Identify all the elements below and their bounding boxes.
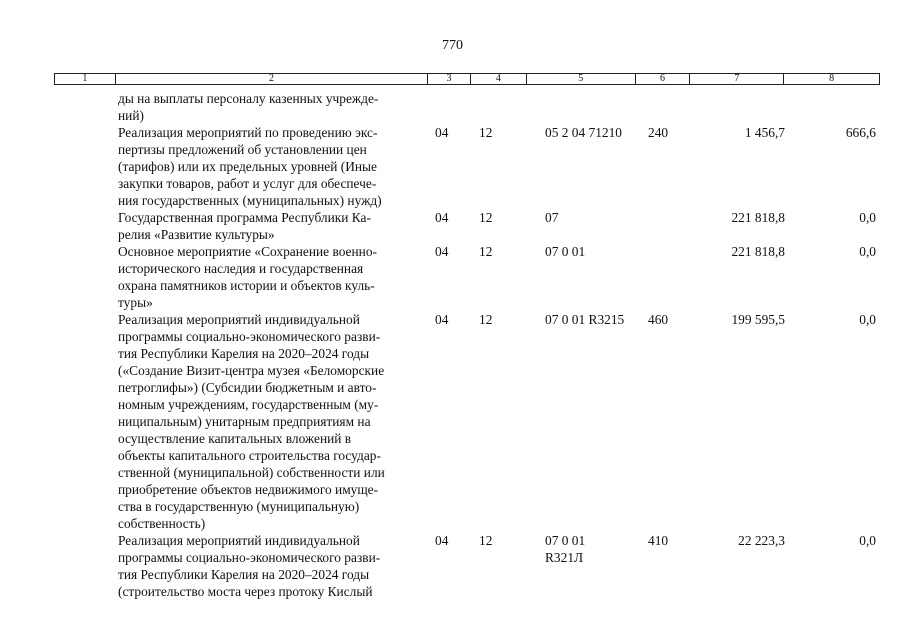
row-name: ды на выплаты персоналу казенных учрежде- ний) (118, 91, 379, 123)
column-header-8: 8 (829, 73, 835, 84)
row-target-article-code: 07 0 01 (545, 244, 586, 259)
page-number: 770 (442, 38, 463, 53)
row-sum-2: 0,0 (859, 210, 876, 225)
row-sum-2: 0,0 (859, 312, 876, 327)
row-section-code: 04 (435, 125, 449, 140)
table-header-row (54, 73, 880, 85)
column-header-5: 5 (527, 74, 636, 84)
row-sum-1: 1 456,7 (744, 125, 785, 140)
table-row (0, 311, 905, 532)
column-header-3: 3 (428, 74, 471, 84)
row-expense-type-code: 410 (648, 533, 669, 548)
table-row (0, 90, 905, 124)
row-name: Реализация мероприятий по проведению экс- пертизы предложений об установлении цен (тарифов) или их предельных уровней (Иные закупки товаров, работ и услуг для обеспече- ния государственных (муниципальных) нужд) (118, 125, 382, 208)
row-section-code: 04 (435, 533, 449, 548)
row-name: Государственная программа Республики Ка- релия «Развитие культуры» (118, 210, 371, 242)
row-sum-1: 199 595,5 (731, 312, 785, 327)
row-subsection-code: 12 (479, 533, 493, 548)
row-sum-2: 0,0 (859, 533, 876, 548)
row-target-article-code: 05 2 04 71210 (545, 125, 622, 140)
table-row (0, 532, 905, 600)
row-section-code: 04 (435, 312, 449, 327)
column-header-2: 2 (116, 74, 428, 84)
column-header-4: 4 (471, 74, 527, 84)
row-sum-1: 22 223,3 (738, 533, 785, 548)
row-name: Реализация мероприятий индивидуальной программы социально-экономического разви- тия Республики Карелия на 2020–2024 годы (строительство моста через протоку Кислый (118, 533, 381, 599)
column-header-7: 7 (690, 74, 784, 84)
row-subsection-code: 12 (479, 312, 493, 327)
row-sum-2: 0,0 (859, 244, 876, 259)
row-subsection-code: 12 (479, 244, 493, 259)
row-sum-1: 221 818,8 (731, 210, 785, 225)
table-body (0, 90, 905, 600)
row-target-article-code: 07 0 01 R3215 (545, 312, 625, 327)
row-expense-type-code: 460 (648, 312, 669, 327)
row-target-article-code: 07 (545, 210, 559, 225)
table-row (0, 124, 905, 209)
row-subsection-code: 12 (479, 210, 493, 225)
row-section-code: 04 (435, 244, 449, 259)
row-section-code: 04 (435, 210, 449, 225)
table-row (0, 209, 905, 243)
row-expense-type-code: 240 (648, 125, 669, 140)
column-header-6: 6 (636, 74, 691, 84)
column-header-1: 1 (55, 74, 116, 84)
row-sum-1: 221 818,8 (731, 244, 785, 259)
row-name: Основное мероприятие «Сохранение военно- исторического наследия и государственная охрана памятников истории и объектов куль- туры» (118, 244, 377, 310)
row-target-article-code: 07 0 01 R321Л (545, 533, 586, 565)
row-name: Реализация мероприятий индивидуальной программы социально-экономического разви- тия Республики Карелия на 2020–2024 годы («Создание Визит-центра музея «Беломорские петроглифы») (Субсидии бюджетным и авто- номным учреждениям, государственным (му- ниципальным) унитарным предприятиям на осуществление капитальных вложений в объекты капитального строительства государ- ственной (муниципальной) собственности или приобретение объектов недвижимого имуще- ства в государственную (муниципальную) собственность) (118, 312, 385, 531)
row-sum-2: 666,6 (845, 125, 876, 140)
row-subsection-code: 12 (479, 125, 493, 140)
table-row (0, 243, 905, 311)
